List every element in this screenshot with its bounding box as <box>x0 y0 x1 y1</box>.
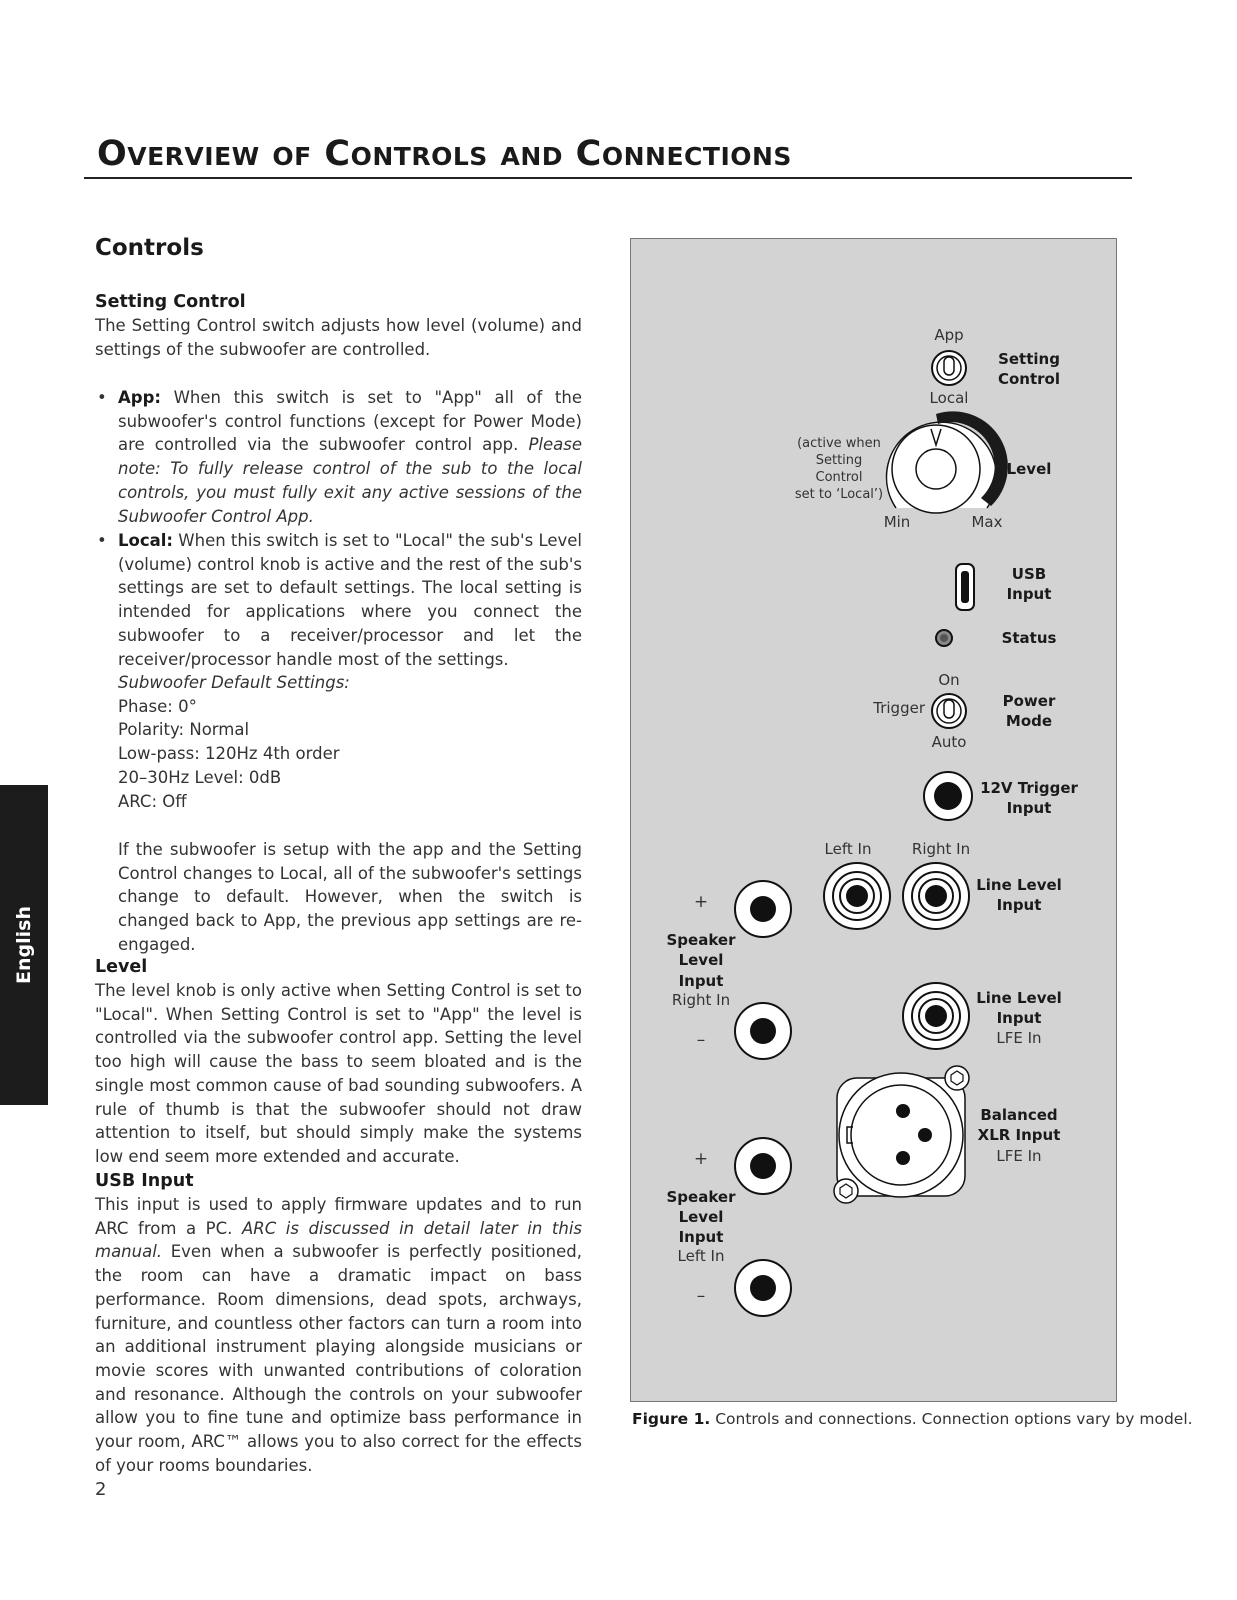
label-left-plus: + <box>693 1149 709 1169</box>
setting-control-heading: Setting Control <box>95 292 246 312</box>
default-setting-polarity: Polarity: Normal <box>118 720 250 740</box>
label-on: On <box>938 671 960 689</box>
figure-caption-text: Controls and connections. Connection options vary by model. <box>710 1410 1193 1428</box>
label-trigger: Trigger <box>873 699 925 717</box>
label-spk-left-4: Left In <box>677 1247 725 1265</box>
label-max: Max <box>971 513 1003 531</box>
usb-text-italic: ARC is discussed in detail later in this manual. <box>95 1218 582 1262</box>
label-right-minus: – <box>696 1030 706 1050</box>
speaker-left-plus-post <box>735 1138 791 1194</box>
level-section <box>95 955 582 1169</box>
label-xlr-3: LFE In <box>996 1147 1042 1165</box>
label-spk-right-1: Speaker <box>666 931 736 949</box>
defaults-heading: Subwoofer Default Settings: <box>118 673 350 692</box>
usb-text-2: Even when a subwoofer is perfectly positioned, the room can have a dramatic impact on bass performance. Room dimensions, dead spots, archways, furniture, and countless other factors can turn a room into an additional instrument playing alongside musicians or movie scores with unwanted contributions of coloration and resonance. Although the controls on your subwoofer allow you to fine tune and optimize bass performance in your room, ARC™ allows you to also correct for the effects of your rooms boundaries. <box>95 1242 582 1475</box>
local-text: When this switch is set to "Local" the sub's Level (volume) control knob is active and the rest of the sub's settings are set to default settings. The local setting is intended for applications where you connect the subwoofer to a receiver/processor and let the receiver/processor handle most of the settings. <box>118 531 582 669</box>
label-setting-control-1: Setting <box>998 350 1060 368</box>
label-app: App <box>934 326 964 344</box>
speaker-right-plus-post <box>735 881 791 937</box>
line-level-right-rca <box>903 863 969 929</box>
default-setting-phase: Phase: 0° <box>118 696 197 716</box>
app-label: App: <box>118 388 161 407</box>
setting-control-section <box>95 290 582 361</box>
default-setting-arc: ARC: Off <box>118 791 187 811</box>
label-lfe-line-1: Line Level <box>976 989 1062 1007</box>
label-trigger-input-1: 12V Trigger <box>980 779 1078 797</box>
title-divider <box>84 177 1132 179</box>
label-spk-right-2: Level <box>678 951 724 969</box>
bullet-dot: • <box>97 531 107 550</box>
label-power-mode-1: Power <box>1002 692 1056 710</box>
label-right-plus: + <box>693 892 709 912</box>
connection-panel-diagram <box>631 239 1116 1401</box>
label-usb-1: USB <box>1011 565 1047 583</box>
app-note: Please note: To fully release control of the sub to the local controls, you must fully exit any active sessions of the Subwoofer Control App. <box>118 435 582 526</box>
label-line-level-1: Line Level <box>976 876 1062 894</box>
app-back-paragraph <box>95 838 582 957</box>
language-tab-label: English <box>13 906 35 984</box>
label-spk-right-3: Input <box>678 972 724 990</box>
label-left-in: Left In <box>824 840 872 858</box>
label-spk-left-3: Input <box>678 1228 724 1246</box>
label-active-note-4: set to ‘Local’) <box>794 487 884 502</box>
page-title: Overview of Controls and Connections <box>97 134 792 174</box>
label-left-minus: – <box>696 1286 706 1306</box>
xlr-input-connector <box>834 1066 969 1203</box>
trigger-input-jack <box>924 772 972 820</box>
level-heading: Level <box>95 957 148 977</box>
label-active-note-3: Control <box>815 470 863 485</box>
label-xlr-2: XLR Input <box>977 1126 1061 1144</box>
level-knob <box>886 411 1007 513</box>
figure-caption-label: Figure 1. <box>632 1410 711 1428</box>
label-active-note-1: (active when <box>797 436 881 451</box>
status-led <box>936 630 952 646</box>
app-bullet <box>95 386 582 528</box>
label-local: Local <box>929 389 969 407</box>
level-text: The level knob is only active when Setting Control is set to "Local". When Setting Control is set to "App" the level is controlled via the subwoofer control app. Setting the level too high will cause the bass to seem bloated and is the single most common cause of bad sounding subwoofers. A rule of thumb is that the subwoofer should not draw attention to itself, but should simply make the systems low end seem more extended and accurate. <box>95 981 582 1166</box>
speaker-right-minus-post <box>735 1003 791 1059</box>
label-power-mode-2: Mode <box>1005 712 1053 730</box>
label-xlr-1: Balanced <box>980 1106 1058 1124</box>
app-text: When this switch is set to "App" all of the subwoofer's control functions (except for Power Mode) are controlled via the subwoofer control app. <box>118 388 582 455</box>
power-mode-switch <box>932 694 966 728</box>
label-spk-left-1: Speaker <box>666 1188 736 1206</box>
label-lfe-line-2: Input <box>996 1009 1042 1027</box>
setting-control-switch <box>932 351 966 385</box>
label-level: Level <box>1006 460 1052 478</box>
speaker-left-minus-post <box>735 1260 791 1316</box>
usb-port <box>956 564 974 610</box>
label-active-note-2: Setting <box>815 453 863 468</box>
label-right-in: Right In <box>911 840 971 858</box>
usb-text-1: This input is used to apply firmware updates and to run ARC from a PC. <box>95 1195 582 1238</box>
figure-panel <box>630 238 1117 1402</box>
label-min: Min <box>883 513 911 531</box>
app-back-text: If the subwoofer is setup with the app and the Setting Control changes to Local, all of the subwoofer's settings change to default. However, when the switch is changed back to App, the previous app settings are re-engaged. <box>118 840 582 954</box>
label-spk-left-2: Level <box>678 1208 724 1226</box>
figure-caption <box>632 1410 1193 1428</box>
default-settings-block <box>95 671 582 813</box>
label-setting-control-2: Control <box>997 370 1061 388</box>
label-trigger-input-2: Input <box>1006 799 1052 817</box>
line-level-left-rca <box>824 863 890 929</box>
bullet-dot: • <box>97 388 107 407</box>
label-usb-2: Input <box>1006 585 1052 603</box>
language-side-tab <box>0 785 48 1105</box>
default-setting-level: 20–30Hz Level: 0dB <box>118 767 282 787</box>
label-spk-right-4: Right In <box>671 991 731 1009</box>
usb-input-section <box>95 1169 582 1477</box>
label-lfe-line-3: LFE In <box>996 1029 1042 1047</box>
page-number: 2 <box>95 1479 107 1500</box>
label-auto: Auto <box>931 733 967 751</box>
local-label: Local: <box>118 531 174 550</box>
default-setting-lowpass: Low-pass: 120Hz 4th order <box>118 744 340 764</box>
controls-heading-block <box>95 237 582 261</box>
line-level-lfe-rca <box>903 983 969 1049</box>
usb-input-heading: USB Input <box>95 1171 194 1191</box>
label-status: Status <box>1001 629 1057 647</box>
local-bullet <box>95 529 582 671</box>
controls-heading: Controls <box>95 235 204 261</box>
label-line-level-2: Input <box>996 896 1042 914</box>
setting-control-intro: The Setting Control switch adjusts how level (volume) and settings of the subwoofer are controlled. <box>95 316 582 359</box>
